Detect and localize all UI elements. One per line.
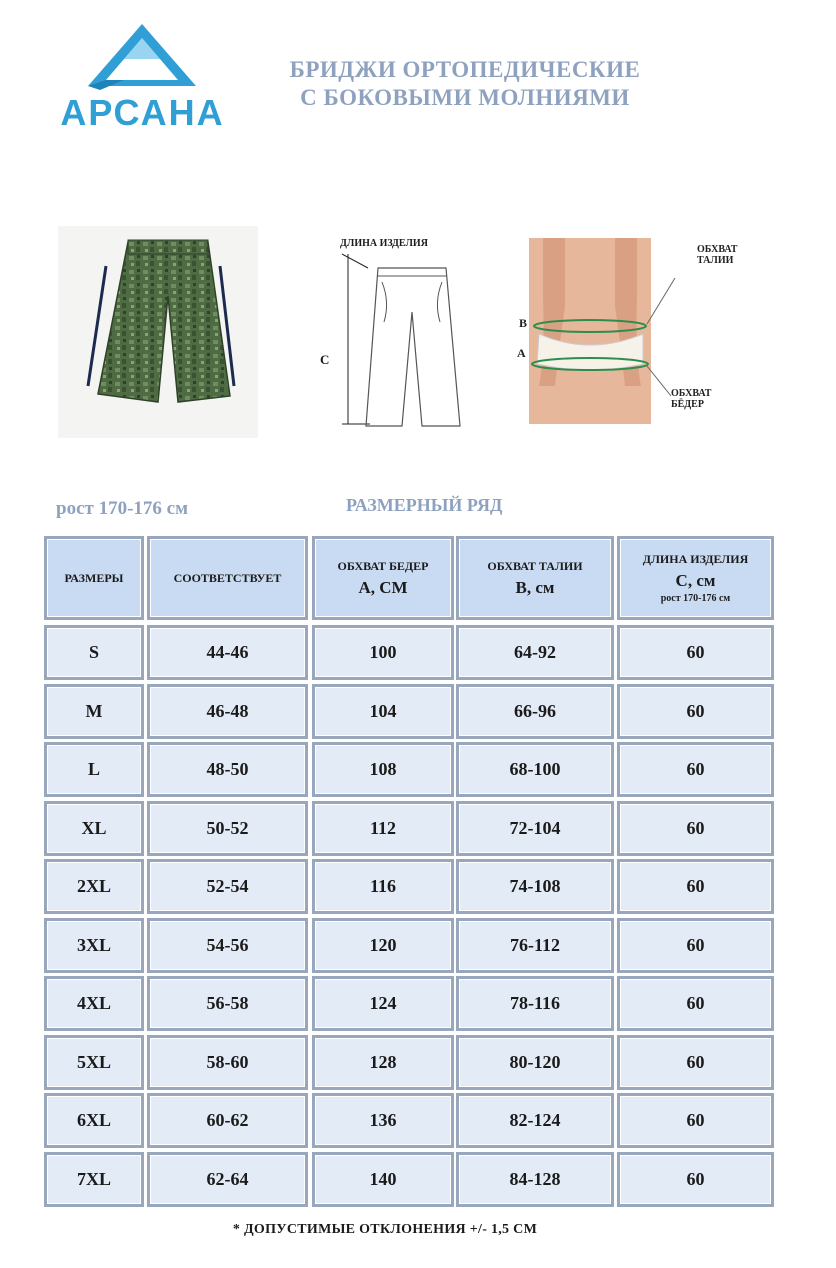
cell-hips: 112: [312, 801, 454, 856]
cell-corresponds: 60-62: [147, 1093, 308, 1148]
cell-length: 60: [617, 1152, 774, 1207]
header-corresponds: СООТВЕТСТВУЕТ: [147, 536, 308, 620]
cell-hips: 124: [312, 976, 454, 1031]
cell-length: 60: [617, 859, 774, 914]
footnote: * ДОПУСТИМЫЕ ОТКЛОНЕНИЯ +/- 1,5 СМ: [232, 1222, 538, 1237]
cell-waist: 78-116: [456, 976, 614, 1031]
cell-length: 60: [617, 1093, 774, 1148]
cell-corresponds: 56-58: [147, 976, 308, 1031]
product-photo: [58, 226, 258, 438]
length-diagram: [318, 232, 468, 432]
cell-corresponds: 54-56: [147, 918, 308, 973]
cell-size: M: [44, 684, 144, 739]
cell-size: XL: [44, 801, 144, 856]
b-marker: B: [519, 316, 528, 330]
cell-hips: 116: [312, 859, 454, 914]
cell-length: 60: [617, 684, 774, 739]
cell-corresponds: 48-50: [147, 742, 308, 797]
a-marker: A: [517, 346, 526, 360]
cell-size: 6XL: [44, 1093, 144, 1148]
cell-size: L: [44, 742, 144, 797]
cell-size: S: [44, 625, 144, 680]
cell-waist: 82-124: [456, 1093, 614, 1148]
brand-logo: [60, 22, 225, 134]
header-length: ДЛИНА ИЗДЕЛИЯ С, см рост 170-176 см: [617, 536, 774, 620]
height-note: рост 170-176 см: [56, 498, 189, 519]
cell-waist: 80-120: [456, 1035, 614, 1090]
header-size: РАЗМЕРЫ: [44, 536, 144, 620]
waist-label: ОБХВАТ ТАЛИИ: [697, 244, 738, 266]
cell-corresponds: 50-52: [147, 801, 308, 856]
cell-waist: 66-96: [456, 684, 614, 739]
cell-size: 5XL: [44, 1035, 144, 1090]
length-label: ДЛИНА ИЗДЕЛИЯ: [340, 238, 428, 249]
cell-length: 60: [617, 918, 774, 973]
triangle-logo-icon: [60, 22, 225, 92]
cell-hips: 104: [312, 684, 454, 739]
cell-waist: 72-104: [456, 801, 614, 856]
cell-waist: 64-92: [456, 625, 614, 680]
cell-hips: 120: [312, 918, 454, 973]
brand-name: АРСАНА: [60, 92, 225, 133]
cell-size: 4XL: [44, 976, 144, 1031]
cell-length: 60: [617, 625, 774, 680]
body-figure: [517, 236, 738, 424]
cell-hips: 136: [312, 1093, 454, 1148]
cell-length: 60: [617, 742, 774, 797]
cell-length: 60: [617, 976, 774, 1031]
cell-size: 3XL: [44, 918, 144, 973]
cell-hips: 108: [312, 742, 454, 797]
cell-hips: 100: [312, 625, 454, 680]
cell-hips: 128: [312, 1035, 454, 1090]
cell-waist: 68-100: [456, 742, 614, 797]
title-line-1: БРИДЖИ ОРТОПЕДИЧЕСКИЕ: [289, 57, 641, 82]
cell-corresponds: 58-60: [147, 1035, 308, 1090]
cell-corresponds: 52-54: [147, 859, 308, 914]
hip-label: ОБХВАТ БЁДЕР: [671, 388, 712, 410]
product-title: [240, 56, 690, 112]
header-waist: ОБХВАТ ТАЛИИ В, см: [456, 536, 614, 620]
cell-waist: 84-128: [456, 1152, 614, 1207]
cell-waist: 76-112: [456, 918, 614, 973]
cell-corresponds: 44-46: [147, 625, 308, 680]
cell-corresponds: 62-64: [147, 1152, 308, 1207]
cell-length: 60: [617, 1035, 774, 1090]
cell-length: 60: [617, 801, 774, 856]
cell-size: 2XL: [44, 859, 144, 914]
cell-hips: 140: [312, 1152, 454, 1207]
table-title: РАЗМЕРНЫЙ РЯД: [346, 495, 503, 515]
cell-size: 7XL: [44, 1152, 144, 1207]
header-hips: ОБХВАТ БЕДЕР А, СМ: [312, 536, 454, 620]
c-label: C: [320, 352, 330, 367]
cell-waist: 74-108: [456, 859, 614, 914]
cell-corresponds: 46-48: [147, 684, 308, 739]
title-line-2: С БОКОВЫМИ МОЛНИЯМИ: [300, 85, 630, 110]
